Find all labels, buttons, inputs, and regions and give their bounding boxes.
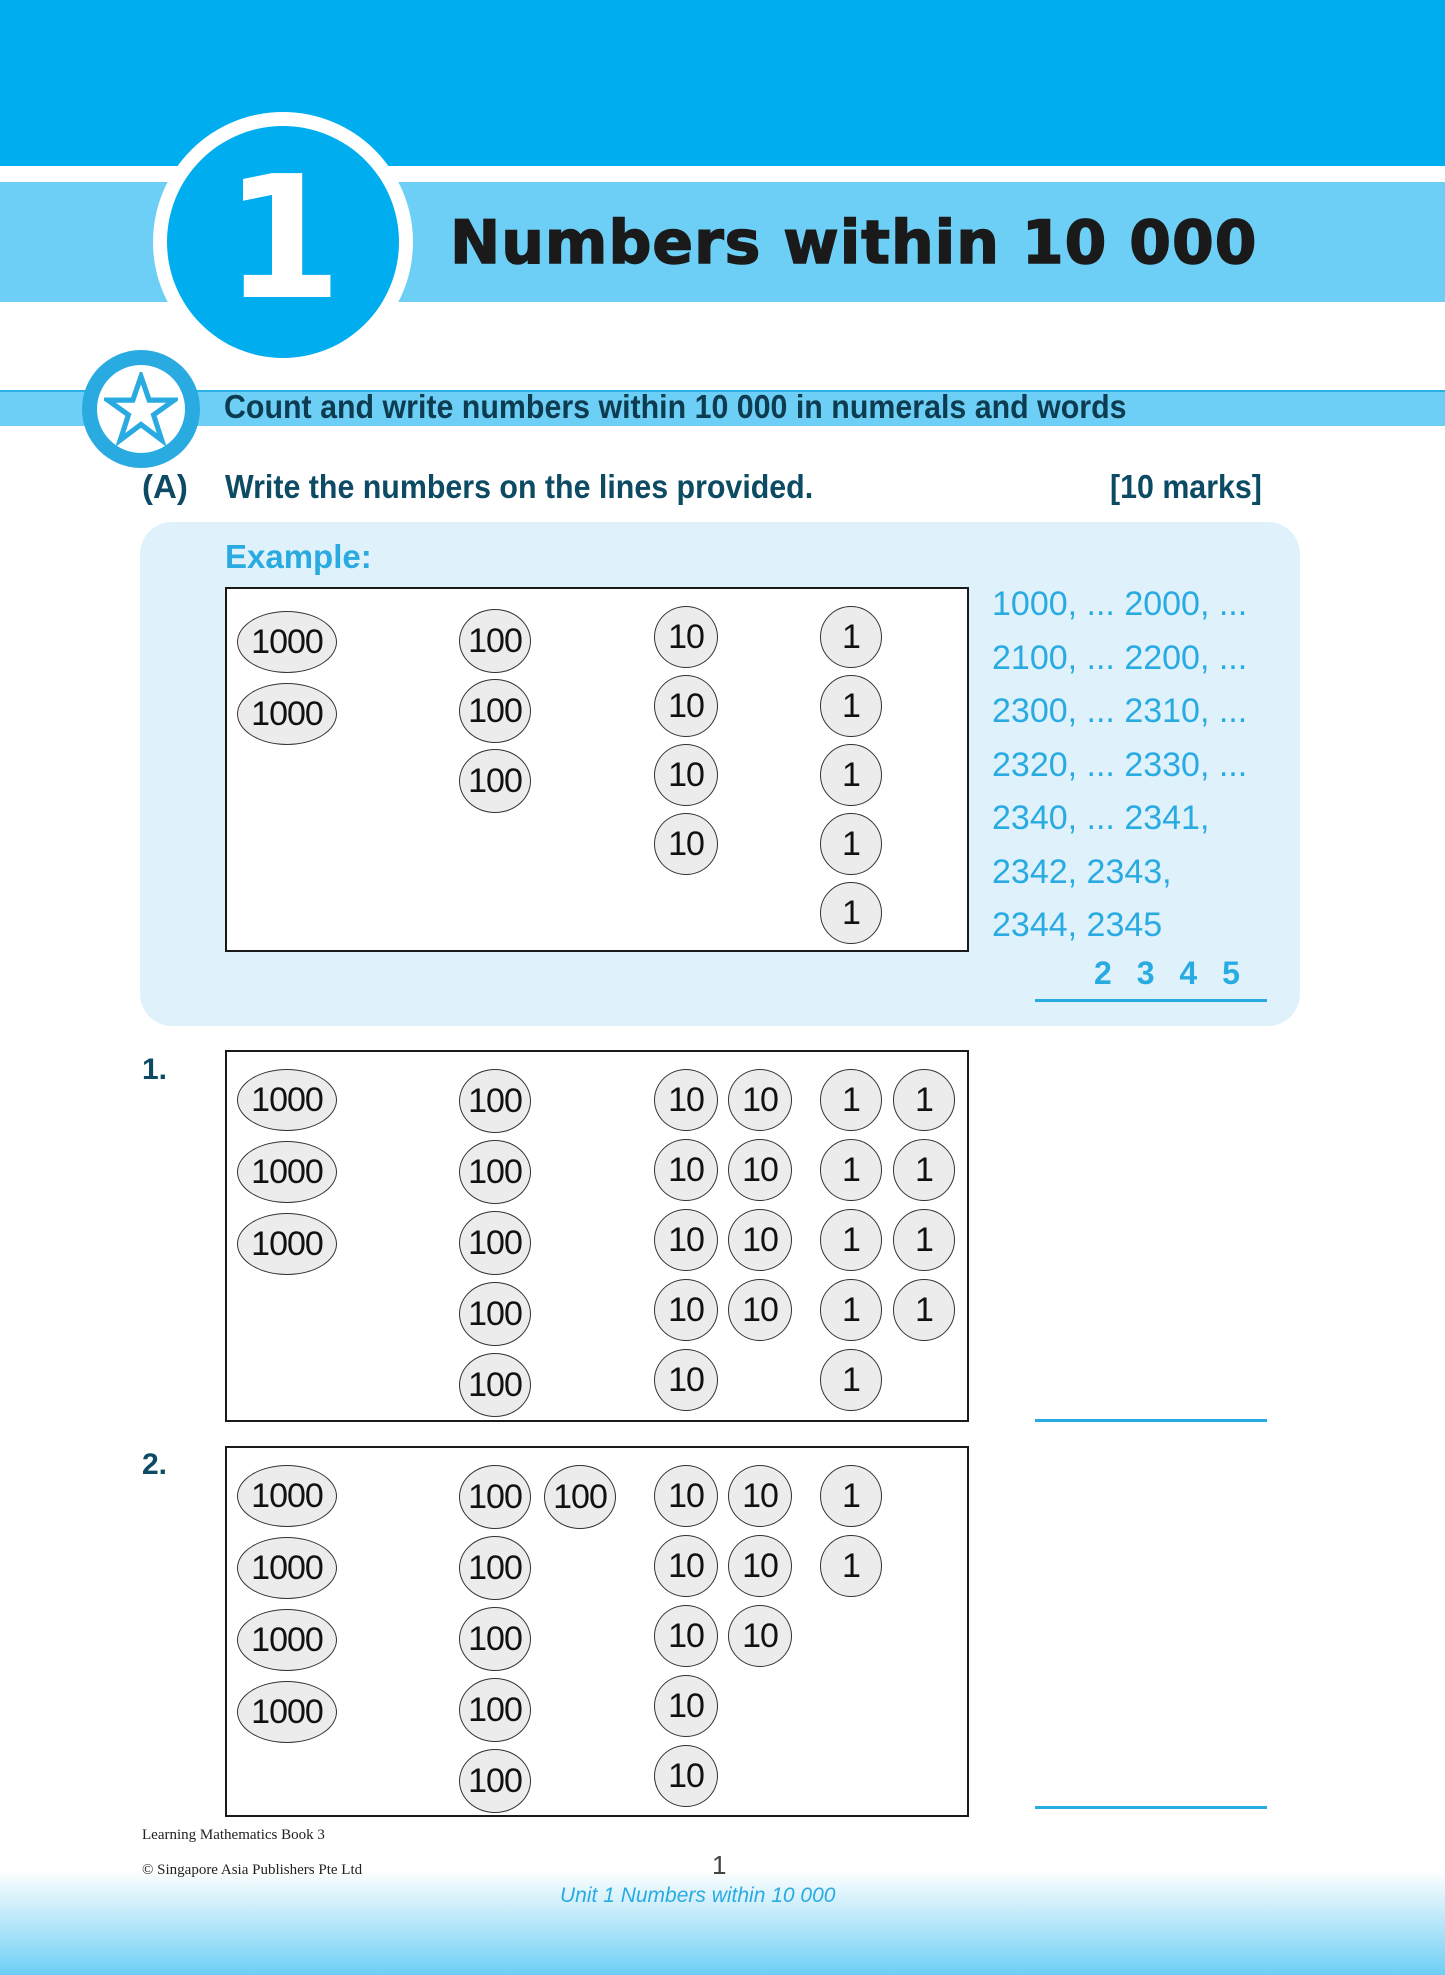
coin-1: 1 bbox=[820, 1139, 882, 1201]
answer-input-1[interactable] bbox=[1035, 1419, 1267, 1422]
coin-1000: 1000 bbox=[237, 1537, 337, 1599]
coin-1: 1 bbox=[820, 1465, 882, 1527]
coin-100: 100 bbox=[459, 1607, 531, 1671]
coin-10: 10 bbox=[654, 1605, 718, 1667]
coin-1000: 1000 bbox=[237, 1465, 337, 1527]
step-line: 2344, 2345 bbox=[992, 906, 1163, 944]
coin-10: 10 bbox=[654, 675, 718, 737]
example-coin-box bbox=[225, 587, 969, 952]
coin-1: 1 bbox=[820, 1349, 882, 1411]
coin-10: 10 bbox=[654, 1279, 718, 1341]
coin-100: 100 bbox=[544, 1465, 616, 1529]
coin-10: 10 bbox=[728, 1209, 792, 1271]
marks-label: [10 marks] bbox=[1110, 468, 1262, 505]
coin-10: 10 bbox=[654, 1139, 718, 1201]
question-instruction: Write the numbers on the lines provided. bbox=[225, 468, 814, 505]
coin-10: 10 bbox=[654, 1465, 718, 1527]
coin-1: 1 bbox=[893, 1139, 955, 1201]
coin-10: 10 bbox=[654, 813, 718, 875]
coin-100: 100 bbox=[459, 1749, 531, 1813]
step-line: 2342, 2343, bbox=[992, 852, 1172, 891]
coin-1: 1 bbox=[820, 882, 882, 944]
coin-1: 1 bbox=[893, 1279, 955, 1341]
example-label: Example: bbox=[225, 538, 372, 575]
coin-1: 1 bbox=[893, 1209, 955, 1271]
star-icon bbox=[104, 372, 178, 446]
coin-100: 100 bbox=[459, 1211, 531, 1275]
coin-10: 10 bbox=[654, 1209, 718, 1271]
footer-copyright: © Singapore Asia Publishers Pte Ltd bbox=[142, 1862, 363, 1878]
coin-100: 100 bbox=[459, 1353, 531, 1417]
unit-number: 1 bbox=[223, 140, 343, 338]
page-number: 1 bbox=[712, 1850, 727, 1880]
coin-10: 10 bbox=[654, 1535, 718, 1597]
unit-badge bbox=[167, 126, 399, 358]
coin-1: 1 bbox=[893, 1069, 955, 1131]
coin-1: 1 bbox=[820, 1209, 882, 1271]
page-title: Numbers within 10 000 bbox=[450, 208, 1258, 278]
coin-10: 10 bbox=[728, 1535, 792, 1597]
step-line: 2340, ... 2341, bbox=[992, 799, 1210, 837]
step-line: 2300, ... 2310, ... bbox=[992, 692, 1248, 730]
coin-100: 100 bbox=[459, 1465, 531, 1529]
coin-10: 10 bbox=[654, 1745, 718, 1807]
footer-book-title: Learning Mathematics Book 3 bbox=[142, 1827, 325, 1843]
coin-1000: 1000 bbox=[237, 1609, 337, 1671]
answer-input-2[interactable] bbox=[1035, 1806, 1267, 1809]
section-title: Count and write numbers within 10 000 in numerals and words bbox=[224, 388, 1127, 425]
question-1-coin-box bbox=[225, 1050, 969, 1422]
coin-1: 1 bbox=[820, 675, 882, 737]
counting-steps bbox=[992, 578, 1247, 953]
coin-1: 1 bbox=[820, 744, 882, 806]
step-line: 2100, ... 2200, ... bbox=[992, 638, 1248, 677]
coin-10: 10 bbox=[654, 1069, 718, 1131]
coin-100: 100 bbox=[459, 1678, 531, 1742]
question-2-coin-box bbox=[225, 1446, 969, 1817]
coin-10: 10 bbox=[654, 1675, 718, 1737]
coin-10: 10 bbox=[654, 606, 718, 668]
coin-10: 10 bbox=[728, 1139, 792, 1201]
coin-100: 100 bbox=[459, 749, 531, 813]
footer-unit-caption: Unit 1 Numbers within 10 000 bbox=[560, 1884, 836, 1907]
coin-10: 10 bbox=[728, 1069, 792, 1131]
coin-1000: 1000 bbox=[237, 1069, 337, 1131]
question-number: 1. bbox=[142, 1053, 168, 1086]
coin-100: 100 bbox=[459, 679, 531, 743]
question-number: 2. bbox=[142, 1448, 168, 1481]
coin-1: 1 bbox=[820, 1535, 882, 1597]
coin-1: 1 bbox=[820, 1279, 882, 1341]
star-badge bbox=[82, 350, 200, 468]
coin-10: 10 bbox=[728, 1279, 792, 1341]
coin-100: 100 bbox=[459, 1069, 531, 1133]
coin-100: 100 bbox=[459, 1282, 531, 1346]
coin-1000: 1000 bbox=[237, 683, 337, 745]
coin-10: 10 bbox=[728, 1465, 792, 1527]
coin-10: 10 bbox=[654, 1349, 718, 1411]
coin-100: 100 bbox=[459, 1536, 531, 1600]
coin-1000: 1000 bbox=[237, 1141, 337, 1203]
coin-100: 100 bbox=[459, 1140, 531, 1204]
coin-1000: 1000 bbox=[237, 611, 337, 673]
coin-10: 10 bbox=[654, 744, 718, 806]
coin-1: 1 bbox=[820, 1069, 882, 1131]
question-label: (A) bbox=[142, 468, 188, 505]
coin-1: 1 bbox=[820, 813, 882, 875]
coin-1000: 1000 bbox=[237, 1681, 337, 1743]
step-line: 2320, ... 2330, ... bbox=[992, 745, 1248, 784]
example-answer: 2 3 4 5 bbox=[1094, 955, 1248, 991]
coin-1000: 1000 bbox=[237, 1213, 337, 1275]
step-line: 1000, ... 2000, ... bbox=[992, 585, 1248, 623]
example-answer-line bbox=[1035, 999, 1267, 1002]
coin-10: 10 bbox=[728, 1605, 792, 1667]
coin-100: 100 bbox=[459, 609, 531, 673]
coin-1: 1 bbox=[820, 606, 882, 668]
